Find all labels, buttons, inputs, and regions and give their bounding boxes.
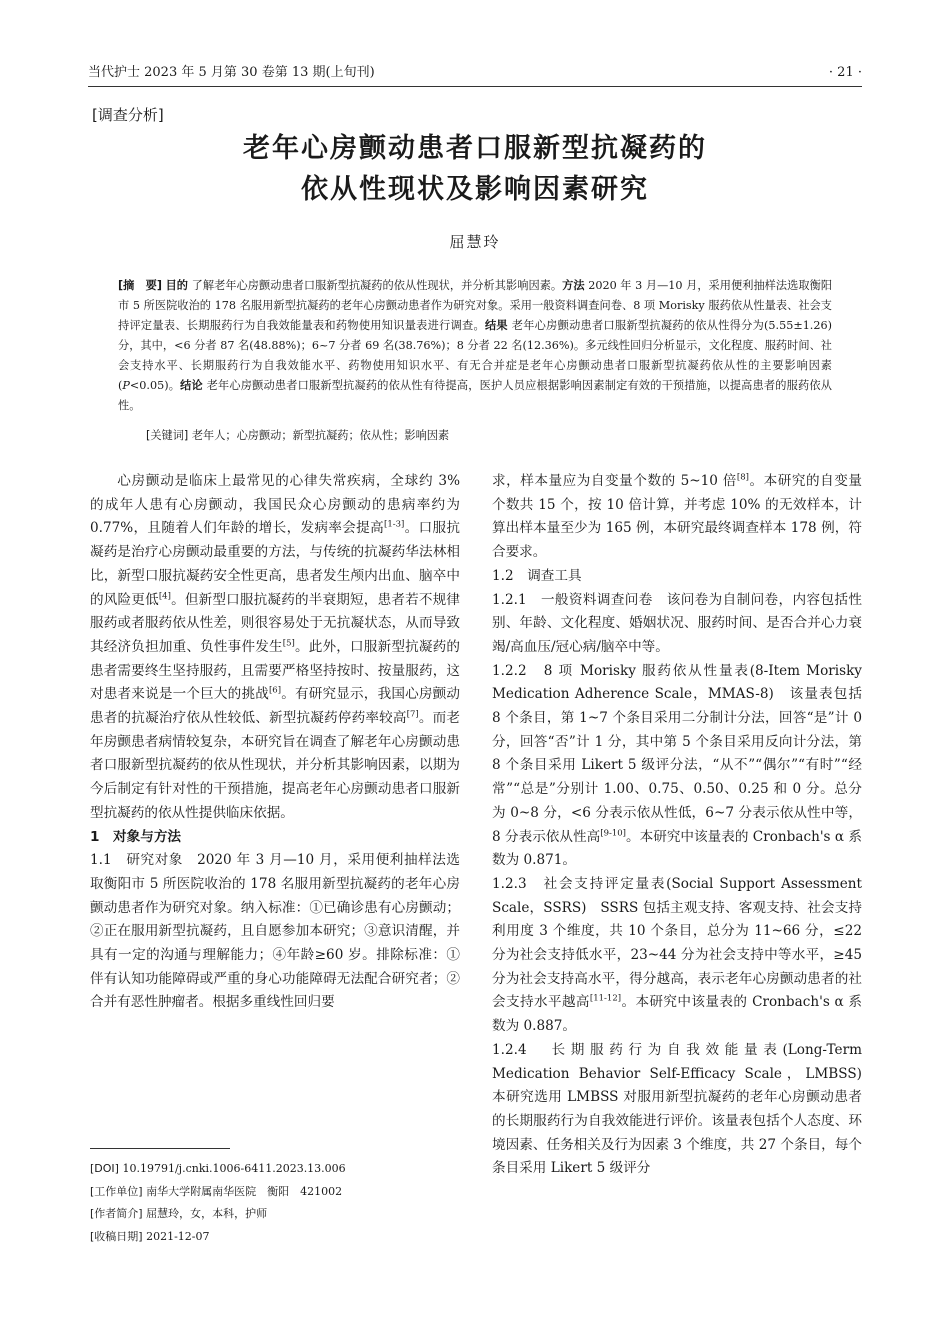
subsection-1-2-4-label: 1.2.4 长期服药行为自我效能量表(Long-Term Medication Behavior Self-Efficacy Scale，LMBSS) [492,1041,862,1082]
method-label: 方法 [562,279,585,292]
article-title [0,128,950,210]
subsection-1-2-3 [492,873,862,1039]
subsection-1-1 [90,849,460,1015]
objective-text: 了解老年心房颤动患者口服新型抗凝药的依从性现状，并分析其影响因素。 [191,279,563,292]
intro-text-3: 。但新型口服抗凝药的半衰期短，患者若不规律服药或者服药依从性差，则很容易处于无抗凝状态，从而导致其经济负担加重、负性事件发生 [90,591,461,655]
ref-2: [4] [158,590,171,601]
subsection-1-2-1-label: 1.2.1 一般资料调查问卷 [492,591,653,608]
author-bio-label: [作者简介] [90,1207,143,1220]
subsection-1-2-3-label: 1.2.3 社会支持评定量表(Social Support Assessment Scale，SSRS) [492,875,862,916]
doi-label: [DOI] [90,1162,119,1175]
unit-value: 南华大学附属南华医院 衡阳 421002 [146,1184,343,1198]
p-value: <0.05)。 [129,379,181,392]
subsection-1-1-text: 2020 年 3 月—10 月，采用便利抽样法选取衡阳市 5 所医院收治的 178 名服用新型抗凝药的老年心房颤动患者作为研究对象。纳入标准：①已确诊患有心房颤动；②正在服用新型抗凝药，且自愿参加本研究；③意识清醒，并具有一定的沟通与理解能力；④年龄≥60 岁。排除标准：①伴有认知功能障碍或严重的身心功能障碍无法配合研究者；②合并有恶性肿瘤者。根据多重线性回归要 [90,852,461,1011]
sample-text-2: 。本研究的自变量个数共 15 个，按 10 倍计算，并考虑 10% 的无效样本，计算出样本量至少为 165 例，本研究最终调查样本 178 例，符合要求。 [492,473,863,561]
unit-label: [工作单位] [90,1184,143,1198]
method-text: 2020 年 3 月—10 月，采用便利抽样法选取衡阳市 5 所医院收治的 178 名服用新型抗凝药的老年心房颤动患者作为研究对象。采用一般资料调查问卷、8 项 Morisky 服药依从性量表、社会支持评定量表、长期服药行为自我效能量表和药物使用知识量表进行调查。 [118,279,833,332]
objective-label: 目的 [165,279,189,292]
intro-text-6: 。而老年房颤患者病情较复杂，本研究旨在调查了解老年心房颤动患者口服新型抗凝药的依从性现状，并分析其影响因素，以期为今后制定有针对性的干预措施，提高老年心房颤动患者口服新型抗凝药的依从性提供临床依据。 [90,710,461,821]
intro-text-1: 心房颤动是临床上最常见的心律失常疾病，全球约 3% 的成年人患有心房颤动，我国民众心房颤动的患病率约为 0.77%，且随着人们年龄的增长，发病率会提高 [90,473,460,537]
abstract-label: [摘 要] [118,279,162,292]
subsection-1-2-2-label: 1.2.2 8 项 Morisky 服药依从性量表(8-Item Morisky Medication Adherence Scale，MMAS-8) [492,662,862,703]
keywords-text: 老年人；心房颤动；新型抗凝药；依从性；影响因素 [191,429,450,442]
footnote-author [90,1203,460,1226]
ref-8: [11-12] [589,993,622,1004]
received-date-value: 2021-12-07 [146,1229,210,1243]
author-bio-value: 屈慧玲，女，本科，护师 [146,1207,268,1220]
intro-text-4: 。此外，口服新型抗凝药的患者需要终生坚持服药，且需要严格坚持按时、按量服药，这对患者来说是一个巨大的挑战 [90,638,461,703]
subsection-1-2-4-text: 本研究选用 LMBSS 对服用新型抗凝药的老年心房颤动患者的长期服药行为自我效能进行评价。该量表包括个人态度、环境因素、任务相关及行为因素 3 个维度，共 27 个条目，每个条目采用 Likert 5 级评分 [492,1089,862,1177]
ref-1: [1-3] [384,519,405,530]
subsection-1-2-3-text-2: 。本研究中该量表的 Cronbach's α 系数为 0.887。 [492,994,862,1035]
section-tag: [调查分析] [92,106,164,124]
ref-4: [6] [268,685,282,696]
page-number: · 21 · [828,65,862,80]
footnote-divider [90,1148,230,1149]
ref-3: [5] [282,638,295,649]
intro-paragraph [90,470,460,826]
sample-text-1: 求，样本量应为自变量个数的 5~10 倍 [492,473,737,489]
body-right-column [492,470,862,1181]
received-date-label: [收稿日期] [90,1229,143,1243]
p-symbol: P [122,379,130,392]
running-header [88,62,862,84]
subsection-1-2-4 [492,1039,862,1181]
journal-info: 当代护士 2023 年 5 月第 30 卷第 13 期(上旬刊) [88,65,375,80]
header-divider [88,86,862,87]
subsection-1-2-1-text: 该问卷为自制问卷，内容包括性别、年龄、文化程度、婚姻状况、服药时间、是否合并心力衰竭/高血压/冠心病/脑卒中等。 [492,591,863,655]
result-text: 老年心房颤动患者口服新型抗凝药的依从性得分为(5.55±1.26)分，其中，<6 分者 87 名(48.88%)；6~7 分者 69 名(38.76%)；8 分者 22 名(12.36%)。多元线性回归分析显示，文化程度、服药时间、社会支持水平、长期服药行为自我效能水平、药物使用知识水平、有无合并症是老年心房颤动患者口服新型抗凝药依从性的主要影响因素( [118,319,832,392]
sample-size-paragraph [492,470,862,565]
ref-5: [7] [406,709,419,720]
ref-6: [8] [736,472,749,483]
body-left-column [90,470,460,1015]
footnotes [90,1158,460,1248]
subsection-1-2-1 [492,589,862,660]
subsection-1-1-label: 1.1 研究对象 [90,852,183,869]
heading-methods: 1 对象与方法 [90,828,182,845]
subsection-1-2: 1.2 调查工具 [492,567,582,584]
result-label: 结果 [484,319,508,332]
ref-7: [9-10] [600,828,626,839]
intro-text-2: 。口服抗凝药是治疗心房颤动最重要的方法，与传统的抗凝药华法林相比，新型口服抗凝药安全性更高，患者发生颅内出血、脑卒中的风险更低 [90,520,461,608]
footnote-doi [90,1158,460,1181]
abstract [118,276,832,416]
footnote-unit [90,1181,460,1204]
author-name: 屈慧玲 [449,233,501,251]
subsection-1-2-2-text-2: 。本研究中该量表的 Cronbach's α 系数为 0.871。 [492,828,862,869]
subsection-1-2-2-text: 该量表包括 8 个条目，第 1~7 个条目采用二分制计分法，回答“是”计 0 分，回答“否”计 1 分，其中第 5 个条目采用反向计分法，第 8 个条目采用 Likert 5 级评分法，“从不”“偶尔”“有时”“经常”“总是”分别计 1.00、0.75、0.50、0.25 和 0 分。总分为 0~8 分，<6 分表示依从性低，6~7 分表示依从性中等，8 分表示依从性高 [492,686,862,845]
doi-value: 10.19791/j.cnki.1006-6411.2023.13.006 [122,1162,346,1175]
intro-text-5: 。有研究显示，我国心房颤动患者的抗凝治疗依从性较低、新型抗凝药停药率较高 [90,686,461,727]
conclusion-text: 老年心房颤动患者口服新型抗凝药的依从性有待提高，医护人员应根据影响因素制定有效的干预措施，以提高患者的服药依从性。 [118,379,832,412]
title-line-2: 依从性现状及影响因素研究 [301,174,649,205]
subsection-1-2-3-text: SSRS 包括主观支持、客观支持、社会支持利用度 3 个维度，共 10 个条目，总分为 11~66 分，≤22 分为社会支持低水平，23~44 分为社会支持中等水平，≥45 分为社会支持高水平，得分越高，表示老年心房颤动患者的社会支持水平越高 [492,899,862,1011]
subsection-1-2-2 [492,660,862,873]
keywords [146,426,836,446]
title-line-1: 老年心房颤动患者口服新型抗凝药的 [243,133,707,164]
footnote-date [90,1226,460,1249]
keywords-label: [关键词] [146,429,189,442]
conclusion-label: 结论 [180,379,203,392]
